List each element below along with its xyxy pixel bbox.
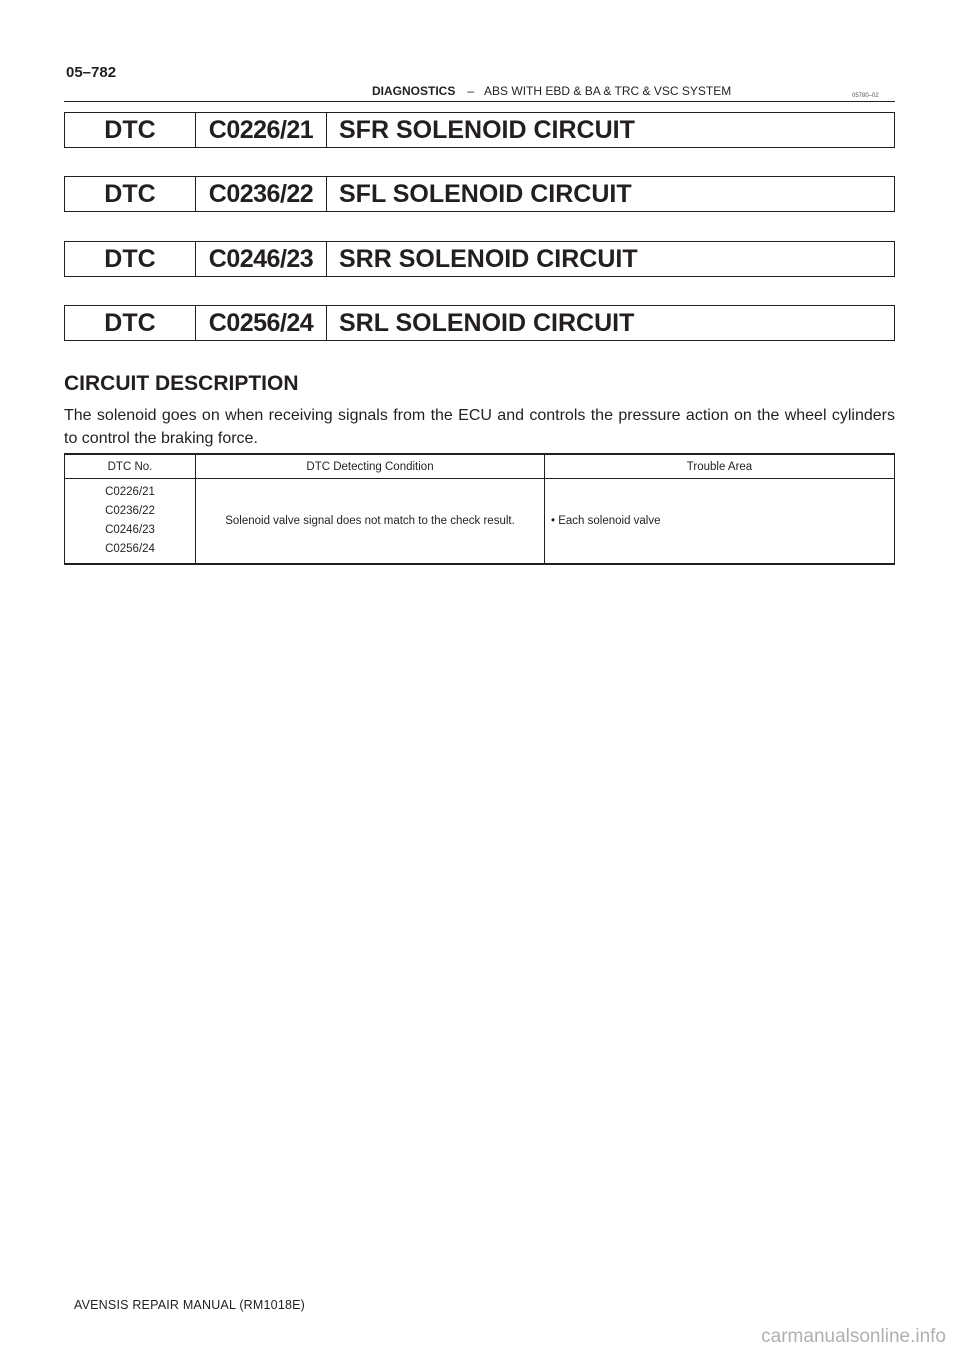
section-title: CIRCUIT DESCRIPTION	[64, 372, 299, 395]
dtc-label: DTC	[65, 306, 196, 340]
dtc-code-item: C0236/22	[105, 505, 155, 517]
dtc-label: DTC	[65, 177, 196, 211]
dtc-title: SFL SOLENOID CIRCUIT	[339, 179, 632, 208]
dtc-label: DTC	[65, 242, 196, 276]
dtc-code: C0256/24	[196, 306, 327, 340]
dtc-code: C0246/23	[196, 242, 327, 276]
detecting-condition-cell: Solenoid valve signal does not match to the check result.	[196, 479, 545, 565]
dtc-table	[64, 453, 895, 565]
trouble-area-cell: • Each solenoid valve	[545, 479, 895, 565]
header-section: DIAGNOSTICS	[372, 84, 456, 98]
circuit-description-text: The solenoid goes on when receiving signals from the ECU and controls the pressure action on the wheel cylinders to control the braking force.	[64, 407, 895, 447]
header-rule	[64, 101, 895, 102]
dtc-codes-cell	[65, 479, 196, 565]
running-header	[64, 84, 731, 98]
header-separator: –	[467, 84, 475, 98]
header-trouble-area: Trouble Area	[545, 454, 895, 479]
header-subsection: ABS WITH EBD & BA & TRC & VSC SYSTEM	[484, 84, 732, 98]
dtc-title-box	[64, 176, 895, 212]
header-detecting-condition: DTC Detecting Condition	[196, 454, 545, 479]
dtc-title-box	[64, 112, 895, 148]
dtc-title: SFR SOLENOID CIRCUIT	[339, 115, 635, 144]
dtc-code: C0236/22	[196, 177, 327, 211]
dtc-title-box	[64, 241, 895, 277]
dtc-code-item: C0226/21	[105, 486, 155, 498]
dtc-title-box	[64, 305, 895, 341]
watermark: carmanualsonline.info	[761, 1326, 946, 1347]
dtc-code-item: C0246/23	[105, 524, 155, 536]
footer-manual-title: AVENSIS REPAIR MANUAL (RM1018E)	[74, 1298, 306, 1312]
header-dtc-no: DTC No.	[65, 454, 196, 479]
document-id: 05780–02	[852, 93, 879, 99]
dtc-code-item: C0256/24	[105, 543, 155, 555]
dtc-label: DTC	[65, 113, 196, 147]
table-header-row	[65, 454, 895, 479]
page-number: 05–782	[66, 64, 117, 81]
dtc-title: SRL SOLENOID CIRCUIT	[339, 308, 635, 337]
dtc-code: C0226/21	[196, 113, 327, 147]
table-row	[65, 479, 895, 565]
dtc-title: SRR SOLENOID CIRCUIT	[339, 244, 638, 273]
